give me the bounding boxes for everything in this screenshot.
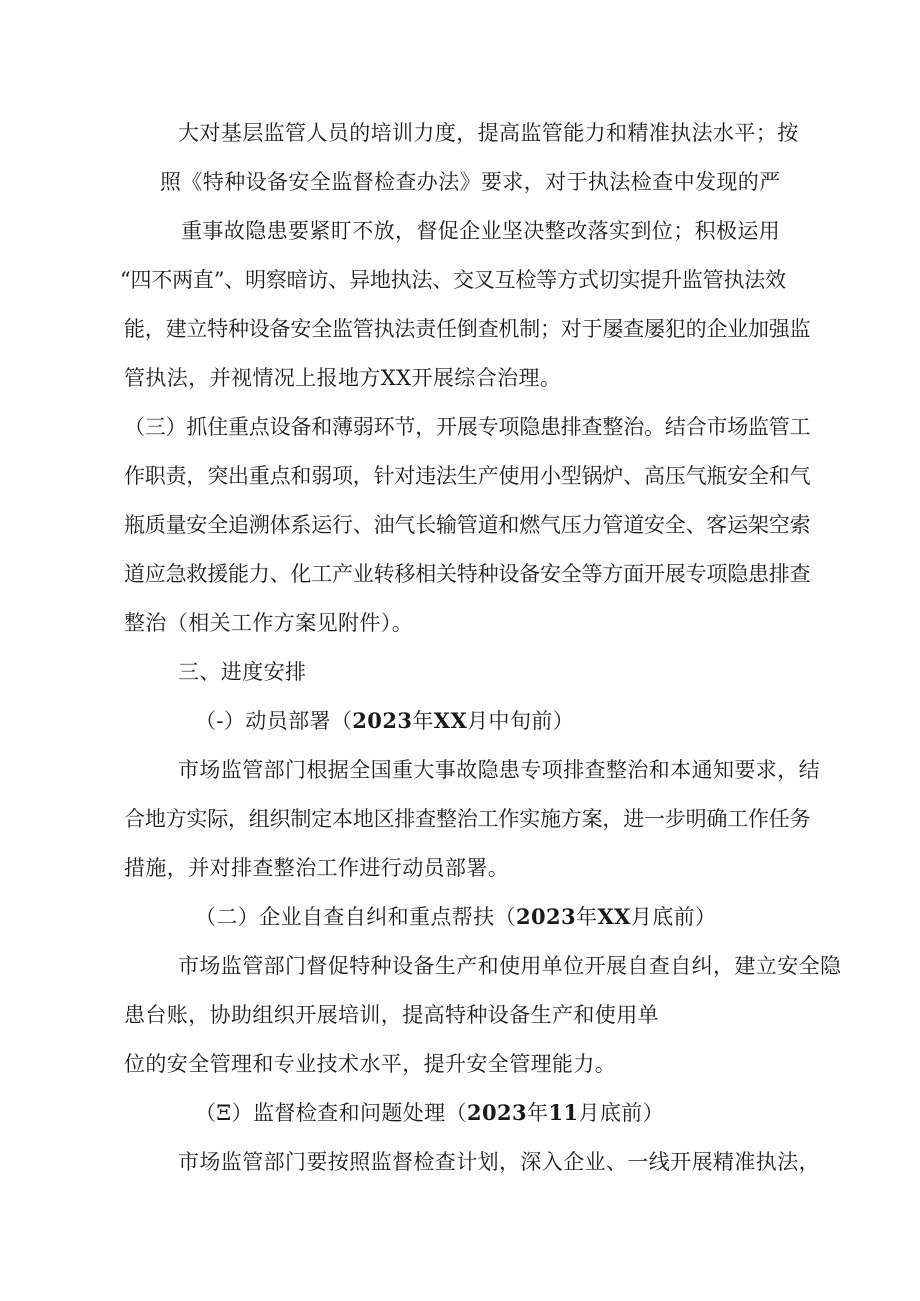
text-line: 位的安全管理和专业技术水平，提升安全管理能力。: [124, 1052, 617, 1076]
stage-prefix: （Ξ）监督检查和问题处理（: [195, 1101, 467, 1125]
stage-year: 2023: [466, 1100, 528, 1125]
stage-year: 2023: [352, 708, 413, 733]
stage-heading-3: [195, 1098, 664, 1128]
text-line: 合地方实际，组织制定本地区排查整治工作实施方案，进一步明确工作任务: [124, 807, 811, 831]
text-line: “四不两直”、明察暗访、异地执法、交叉互检等方式切实提升监管执法效: [120, 268, 786, 292]
text-line: 市场监管部门根据全国重大事故隐患专项排查整治和本通知要求，结: [178, 758, 820, 782]
stage-year: 2023: [516, 904, 577, 929]
stage-suffix: 月底前）: [578, 1101, 665, 1125]
stage-heading-2: [195, 902, 716, 932]
text-line: 患台账，协助组织开展培训，提高特种设备生产和使用单: [124, 1003, 659, 1027]
text-line: 重事故隐患要紧盯不放，督促企业坚决整改落实到位；积极运用: [181, 219, 781, 243]
text-line: 市场监管部门要按照监督检查计划，深入企业、一线开展精准执法，: [178, 1150, 820, 1174]
stage-suffix: 月底前）: [630, 905, 717, 929]
stage-month: XX: [433, 708, 468, 733]
text-line: 市场监管部门督促特种设备生产和使用单位开展自查自纠，建立安全隐: [178, 954, 842, 978]
stage-month: XX: [597, 904, 631, 929]
stage-year-unit: 年: [576, 905, 598, 929]
text-line: 措施，并对排查整治工作进行动员部署。: [124, 856, 510, 880]
text-line: （三）抓住重点设备和薄弱环节，开展专项隐患排查整治。结合市场监管工: [124, 415, 811, 439]
text-line: 管执法，并视情况上报地方XX开展综合治理。: [124, 366, 562, 390]
text-line: 大对基层监管人员的培训力度，提高监管能力和精准执法水平；按: [178, 121, 799, 145]
text-line: 照《特种设备安全监督检查办法》要求，对于执法检查中发现的严: [160, 170, 781, 194]
stage-year-unit: 年: [527, 1101, 549, 1125]
stage-prefix: （二）企业自查自纠和重点帮扶（: [195, 905, 516, 929]
stage-heading-1: [195, 706, 574, 736]
text-line: 作职责，突出重点和弱项，针对违法生产使用小型锅炉、高压气瓶安全和气: [124, 464, 811, 488]
stage-prefix: （-）动员部署（: [195, 709, 353, 733]
stage-month: 11: [548, 1100, 579, 1125]
text-line: 瓶质量安全追溯体系运行、油气长输管道和燃气压力管道安全、客运架空索: [124, 513, 811, 537]
stage-year-unit: 年: [412, 709, 434, 733]
text-line: 整治（相关工作方案见附件）。: [124, 611, 414, 635]
text-line: 道应急救援能力、化工产业转移相关特种设备安全等方面开展专项隐患排查: [124, 562, 811, 586]
section-heading: 三、进度安排: [178, 660, 307, 684]
text-line: 能，建立特种设备安全监管执法责任倒查机制；对于屡查屡犯的企业加强监: [124, 317, 811, 341]
stage-suffix: 月中旬前）: [467, 709, 575, 733]
